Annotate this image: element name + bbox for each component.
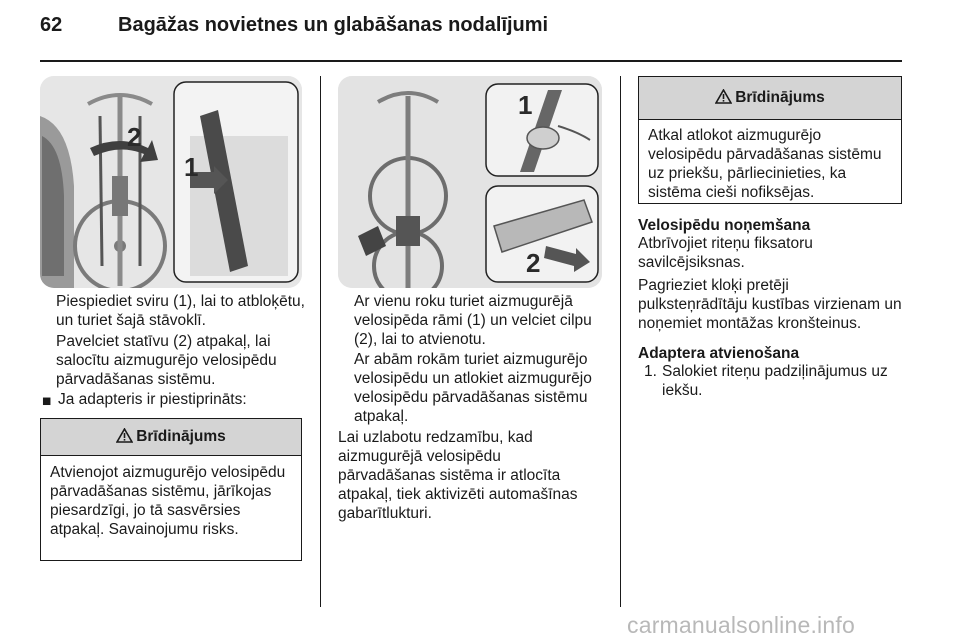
page-number: 62 — [40, 14, 63, 36]
bullet-text: Ja adapteris ir piestiprināts: — [58, 391, 247, 408]
section-paragraph: Atbrīvojiet riteņu fiksatoru savilcējsiksnas. — [638, 235, 813, 271]
page-title: Bagāžas novietnes un glabāšanas nodalījumi — [118, 14, 549, 36]
section-heading: Velosipēdu noņemšana — [638, 217, 811, 234]
warning-body: Atkal atlokot aizmugurējo velosipēdu pārvadāšanas sistēmu uz priekšu, pārliecinieties, ka sistēma cieši nofiksējas. — [648, 127, 882, 201]
bike-frame-loop-illustration — [338, 76, 602, 288]
header-divider — [40, 60, 902, 62]
warning-header — [639, 77, 901, 120]
instruction-paragraph: Piespiediet sviru (1), lai to atbloķētu, un turiet šajā stāvoklī. — [56, 293, 305, 329]
watermark: carmanualsonline.info — [627, 612, 855, 638]
section-heading: Adaptera atvienošana — [638, 345, 800, 362]
column-divider-1 — [320, 76, 321, 607]
section-paragraph: Pagrieziet kloķi pretēji pulksteņrādītāju kustības virzienam un noņemiet montāžas kronšteinus. — [638, 277, 902, 332]
callout-label-2: 2 — [526, 248, 541, 278]
column-divider-2 — [620, 76, 621, 607]
warning-box — [638, 76, 902, 204]
warning-header — [41, 419, 301, 456]
instruction-paragraph: Ar abām rokām turiet aizmugurējo velosipēdu un atlokiet aizmugurējo velosipēdu pārvadāšanas sistēmu atpakaļ. — [354, 351, 592, 425]
instruction-paragraph: Ar vienu roku turiet aizmugurējā velosipēda rāmi (1) un velciet cilpu (2), lai to atvienotu. — [354, 293, 592, 348]
list-number: 1. — [644, 363, 657, 380]
instruction-paragraph: Pavelciet statīvu (2) atpakaļ, lai salocītu aizmugurējo velosipēdu pārvadāšanas sistēmu. — [56, 333, 277, 388]
illustration-bike-carrier-lever — [40, 76, 302, 288]
warning-title: Brīdinājums — [136, 428, 226, 445]
list-item: Salokiet riteņu padziļinājumus uz iekšu. — [662, 363, 888, 399]
warning-body: Atvienojot aizmugurējo velosipēdu pārvadāšanas sistēmu, jārīkojas piesardzīgi, jo tā sasvērsies atpakaļ. Savainojumu risks. — [50, 464, 286, 538]
info-paragraph: Lai uzlabotu redzamību, kad aizmugurējā velosipēdu pārvadāšanas sistēma ir atlocīta atpakaļ, tiek aktivizēti automašīnas gabarītlukturi. — [338, 429, 578, 522]
illustration-bike-frame-loop — [338, 76, 602, 288]
warning-box — [40, 418, 302, 561]
warning-title: Brīdinājums — [735, 89, 825, 106]
warning-triangle-icon — [715, 89, 732, 104]
bike-carrier-lever-illustration — [40, 76, 302, 288]
callout-label-2: 2 — [127, 122, 142, 152]
warning-triangle-icon — [116, 428, 133, 443]
bullet-marker: ■ — [42, 393, 52, 410]
callout-label-1: 1 — [184, 152, 199, 182]
callout-label-1: 1 — [518, 90, 533, 120]
